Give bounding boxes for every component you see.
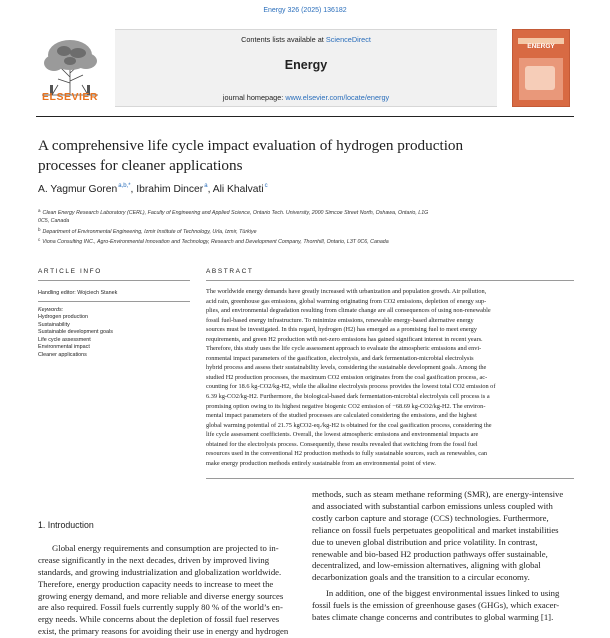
title-line-2: processes for cleaner applications (38, 157, 243, 174)
affiliation-item: $^a$ Clean Energy Research Laboratory (CERL), Faculty of Engineering and Applied Science, Ontario Tech. University, 2000 Simcoe Street North, Oshawa, Ontario, L1G (38, 208, 429, 216)
author-name[interactable]: Ibrahim Dincer (136, 184, 204, 195)
author-affiliation-marker[interactable]: a,b,* (118, 183, 131, 189)
abstract-line: requirements, and green H2 production with net-zero emissions has gained significant interest in recent years. (206, 335, 483, 343)
journal-reference[interactable]: Energy 326 (2025) 136182 (263, 7, 347, 14)
abstract-line: acid rain, greenhouse gas emissions, global warming originating from CO2 emissions, depletion of energy sup- (206, 297, 487, 305)
body-line: methods, such as steam methane reforming (SMR), are energy-intensive (312, 489, 564, 499)
article-info-rule (38, 280, 190, 281)
handling-editor: Handling editor: Wojciech Stanek (38, 290, 118, 296)
cover-title: ENERGY (527, 43, 555, 50)
abstract-line: hybrid process and assess their sustainability levels, considering the sustainable development goals. Among the (206, 364, 487, 372)
keyword: Life cycle assessment (38, 336, 91, 343)
keyword: Sustainable development goals (38, 329, 113, 336)
abstract-line: The worldwide energy demands have greatly increased with urbanization and population growth. Air pollution, (206, 288, 487, 295)
abstract-line: obtained for the electrolysis process. Consequently, these results revealed that switching from the fossil fuel (206, 440, 478, 448)
keyword: Sustainability (38, 321, 70, 328)
body-line: ergy needs. While concerns about the depletion of fossil fuel reserves (38, 614, 280, 625)
abstract-rule (206, 280, 574, 281)
abstract-line: plies, and environmental degradation resulting from climate change are all consequences of using non-renewable (206, 307, 491, 315)
contents-line (115, 35, 497, 44)
affiliation-item-continued: 0C5, Canada (38, 218, 70, 225)
body-column-left (38, 520, 302, 638)
abstract-line: promising option owing to its highest negative biogenic CO2 emission of −68.69 kg-CO2/kg-H2. The environ- (206, 402, 486, 410)
abstract-line: Therefore, this study uses the life cycle assessment approach to evaluate the atmospheric emissions and envi- (206, 345, 482, 353)
body-line: costly carbon capture and storage (CCS) technologies. Furthermore, (312, 512, 549, 523)
header-rule (36, 116, 574, 117)
abstract-line: mental impact parameters of the studied processes are calculated considering the emissions, and the highest (206, 412, 477, 420)
keywords-heading: Keywords: (38, 307, 64, 313)
article-info (38, 290, 188, 360)
abstract-body (206, 287, 572, 468)
affiliation-item: $^b$ Department of Environmental Engineering, Izmir Institute of Technology, Urla, Izmir, Türkiye (38, 226, 257, 235)
body-line: In addition, one of the biggest environmental issues linked to using (326, 588, 560, 599)
body-line: exist, the primary reasons for avoiding their use in energy and hydrogen (38, 626, 289, 637)
abstract-line: sources must be investigated. In this regard, hydrogen (H2) has emerged as a promising fuel to meet energy (206, 326, 477, 334)
body-line: fossil fuels is the emission of greenhouse gases (GHGs), which exacer- (312, 600, 560, 611)
author-affiliation-marker[interactable]: c (264, 183, 268, 189)
body-line: due to uneven global distribution and price volatility. In contrast, (312, 536, 538, 547)
journal-name: Energy (284, 58, 328, 72)
keyword: Hydrogen production (38, 314, 89, 320)
abstract-line: life cycle assessment coefficients. Overall, the lowest atmospheric emissions and environmental impacts are (206, 431, 479, 439)
article-title (38, 136, 558, 176)
body-line: bates climate change concerns and contributes to global warming [1]. (312, 612, 554, 623)
body-line: reliance on fossil fuels perpetuates geopolitical and market instabilities (312, 524, 559, 535)
elsevier-wordmark: ELSEVIER (42, 91, 98, 103)
abstract-line: 6.39 kg-CO2/kg-H2. Furthermore, the biological-based dark fermentation-microbial electrolysis cell process is a (206, 393, 490, 401)
abstract-line: fossil fuel-based energy infrastructure. To minimize emissions, renewable energy-based alternative energy (206, 316, 474, 324)
body-line: and associated with substantial carbon emissions unless coupled with (312, 500, 553, 511)
body-line: decentralized, and low-emission alternatives, aligning with global (312, 560, 541, 571)
author-name[interactable]: A. Yagmur Goren (38, 184, 118, 195)
body-line: standards, and growing industrialization and globalization worldwide. (38, 566, 282, 577)
homepage-prefix: journal homepage: (222, 93, 286, 102)
abstract-line: global warming potential of 21.75 kgCO2-eq./kg-H2 is obtained for the coal gasification process, considering the (206, 421, 492, 429)
info-divider (38, 301, 190, 302)
abstract-line: counting for 18.6 kg-CO2/kg-H2, while the alkaline electrolysis process provides the lowest total CO2 emission of (206, 383, 496, 391)
sciencedirect-link[interactable]: ScienceDirect (325, 35, 371, 44)
body-column-right (312, 489, 574, 624)
body-line: renewable and bio-based H2 production pathways offer sustainable, (312, 548, 548, 559)
body-line: Therefore, energy production capacity needs to increase to meet the (38, 578, 274, 589)
body-line: are also required. Fossil fuels currently supply 80 % of the world’s en- (38, 602, 283, 613)
abstract-line: resources used in the conventional H2 production methods to fully sustainable sources, such as renewables, can (206, 450, 488, 458)
body-line: growing energy demand, and more reliable and diverse energy sources (38, 590, 284, 601)
article-info-heading: ARTICLE INFO (38, 268, 102, 275)
homepage-line (115, 93, 497, 102)
author-affiliation-marker[interactable]: a (204, 183, 208, 189)
keyword: Cleaner applications (38, 351, 87, 358)
body-line: crease significantly in the next decades, driven by improved living (38, 554, 270, 565)
journal-header (115, 29, 497, 107)
contents-prefix: Contents lists available at (241, 35, 326, 44)
body-line: decarbonization goals and the transition to a circular economy. (312, 572, 530, 583)
keyword: Environmental impact (38, 344, 90, 351)
journal-homepage-link[interactable]: www.elsevier.com/locate/energy (285, 93, 390, 102)
title-line-1: A comprehensive life cycle impact evaluation of hydrogen production (38, 137, 464, 154)
cover-artwork (519, 58, 563, 100)
abstract-line: studied H2 production processes, the maximum CO2 emission originates from the coal gasification process, ac- (206, 373, 488, 381)
abstract-line: ronmental impact parameters of the gasification, electrolysis, and dark fermentation-microbial electrolysis (206, 354, 474, 362)
body-line: Global energy requirements and consumption are projected to in- (52, 542, 279, 553)
abstract-heading: ABSTRACT (206, 268, 254, 275)
abstract-line: make energy production methods entirely sustainable from an environmental point of view. (206, 459, 436, 467)
author-list: A. Yagmur Goren$^{a,b,*}$, Ibrahim Dincer$^a$, Ali Khalvati$^c$ (38, 183, 268, 195)
section-heading-introduction: 1. Introduction (38, 520, 94, 530)
affiliation-item: $^c$ Viona Consulting INC., Agro-Environmental Innovation and Technology, Research and Development Company, Thornhill, Ontario, L3T 0C6, Canada (38, 236, 389, 245)
affiliations (38, 207, 508, 246)
abstract-end-rule (206, 478, 574, 479)
author-name[interactable]: Ali Khalvati (212, 184, 264, 195)
journal-cover-thumbnail[interactable] (512, 29, 570, 107)
